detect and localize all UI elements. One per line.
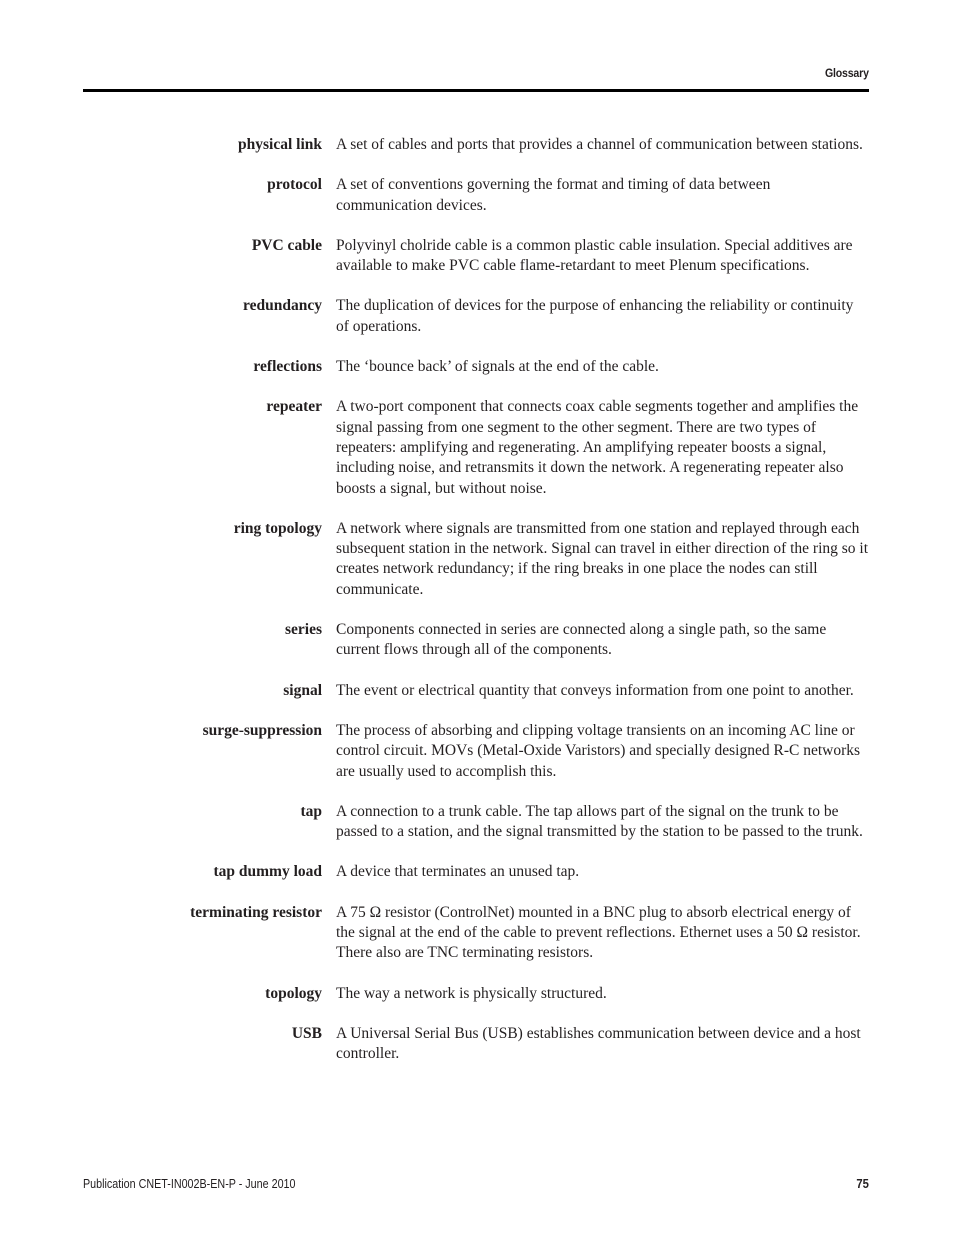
publication-info: Publication CNET-IN002B-EN-P - June 2010 [83,1177,296,1191]
glossary-term: series [284,621,322,639]
glossary-term: protocol [267,176,322,194]
glossary-term: surge-suppression [202,721,322,739]
glossary-entry-signal [83,681,869,701]
page-number: 75 [856,1177,869,1191]
glossary-definition: A two-port component that connects coax cable segments together and amplifies the signal passing from one segment to the other segment. There are two types of repeaters: amplifying and regenerating. An amplifying repeater boosts a signal, including noise, and retransmits it down the network. A regenerating repeater also boosts a signal, but without noise. [336,398,859,497]
glossary-definition: A set of conventions governing the format and timing of data between communication devices. [336,176,771,214]
glossary-term: repeater [266,398,322,416]
glossary-term: redundancy [243,297,322,315]
glossary-term: tap dummy load [213,863,322,881]
glossary-definition: A connection to a trunk cable. The tap allows part of the signal on the trunk to be passed to a station, and the signal transmitted by the station to be passed to the trunk. [336,802,863,841]
glossary-entry-terminating-resistor [83,903,869,964]
glossary-definition: A set of cables and ports that provides a channel of communication between stations. [336,136,863,153]
glossary-definition: The ‘bounce back’ of signals at the end of the cable. [336,358,659,376]
glossary-entry-protocol [83,175,869,216]
glossary-term: ring topology [233,519,322,537]
glossary-entry-pvc-cable [83,236,869,277]
glossary-list [83,135,869,1085]
glossary-term: USB [291,1024,322,1042]
glossary-entry-series [83,620,869,661]
glossary-entry-tap [83,802,869,843]
glossary-entry-repeater [83,397,869,498]
glossary-entry-usb [83,1024,869,1065]
glossary-definition: A device that terminates an unused tap. [336,863,580,881]
glossary-term: topology [265,984,322,1002]
glossary-definition: The event or electrical quantity that conveys information from one point to another. [336,681,854,699]
glossary-definition: The duplication of devices for the purpose of enhancing the reliability or continuity of operations. [336,297,854,335]
glossary-term: PVC cable [251,236,322,254]
glossary-term: physical link [238,136,322,153]
glossary-definition: A 75 Ω resistor (ControlNet) mounted in a BNC plug to absorb electrical energy of the signal at the end of the cable to prevent reflections. Ethernet uses a 50 Ω resistor. There also are TNC terminating resistors. [336,903,861,962]
glossary-definition: Components connected in series are connected along a single path, so the same current flows through all of the components. [336,621,827,659]
glossary-entry-physical-link [83,135,869,155]
glossary-term: reflections [253,358,322,376]
glossary-entry-redundancy [83,296,869,337]
glossary-term: tap [300,802,322,820]
glossary-term: signal [283,681,322,699]
glossary-entry-topology [83,984,869,1004]
glossary-entry-ring-topology [83,519,869,600]
glossary-definition: The way a network is physically structured. [336,984,607,1002]
glossary-entry-surge-suppression [83,721,869,782]
header-divider [83,89,869,92]
glossary-entry-tap-dummy-load [83,862,869,882]
glossary-term: terminating resistor [190,903,322,921]
glossary-definition: A network where signals are transmitted from one station and replayed through each subsequent station in the network. Signal can travel in either direction of the ring so it creates network redundancy; if the ring breaks in one place the nodes can still communicate. [336,519,869,598]
glossary-definition: A Universal Serial Bus (USB) establishes communication between device and a host controller. [336,1024,861,1063]
glossary-entry-reflections [83,357,869,377]
glossary-definition: Polyvinyl cholride cable is a common plastic cable insulation. Special additives are available to make PVC cable flame-retardant to meet Plenum specifications. [336,236,853,275]
section-title: Glossary [825,66,869,80]
glossary-definition: The process of absorbing and clipping voltage transients on an incoming AC line or control circuit. MOVs (Metal-Oxide Varistors) and specially designed R-C networks are usually used to accomplish this. [336,721,861,780]
